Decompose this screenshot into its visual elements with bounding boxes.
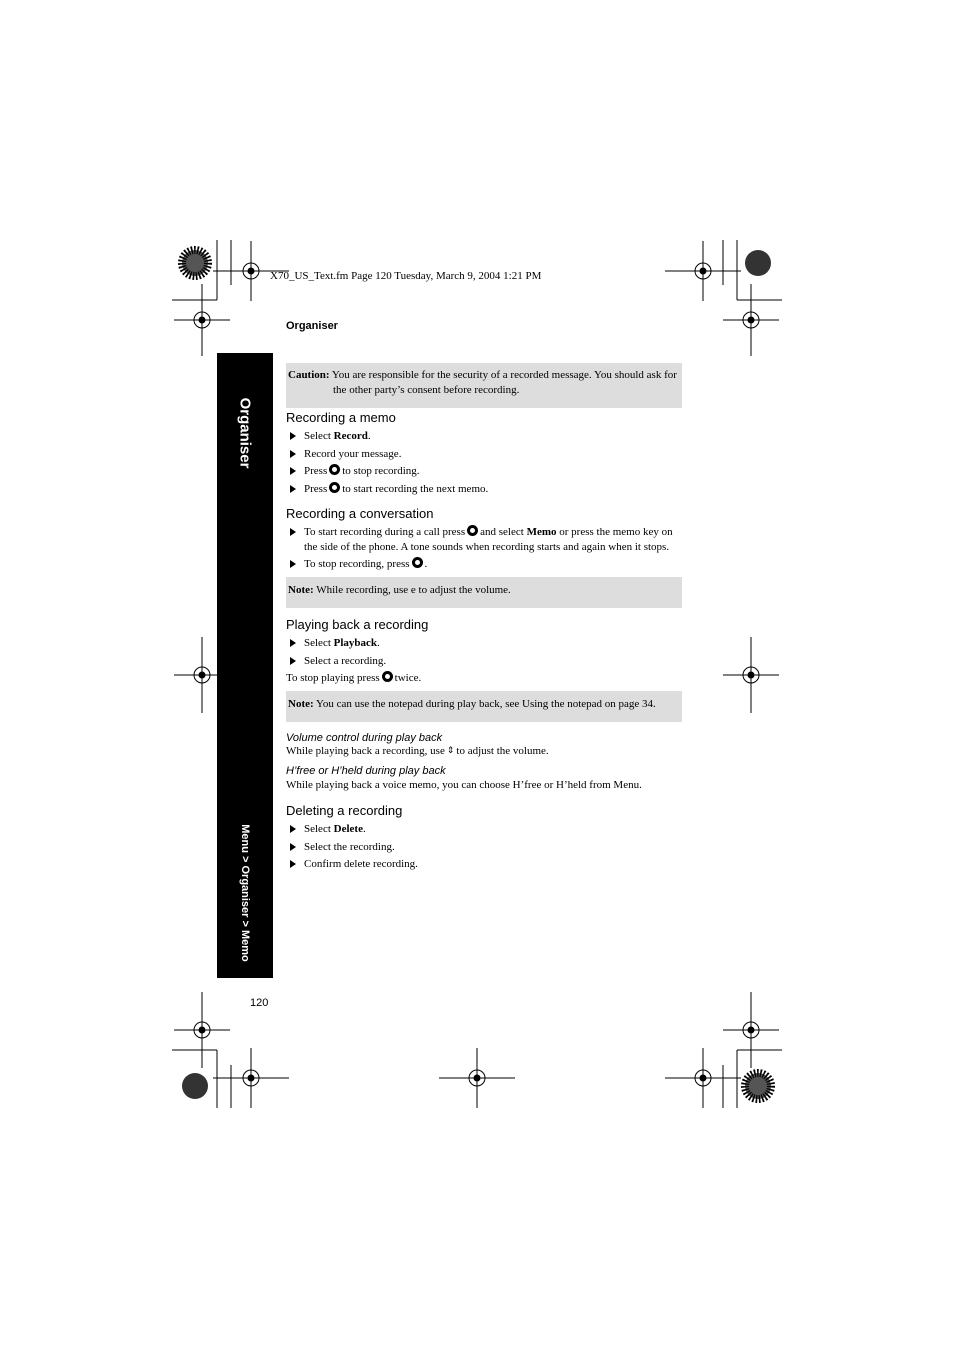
side-tab: Organiser Menu > Organiser > Memo [217,353,273,978]
triangle-bullet-icon [290,560,296,568]
caution-label: Caution: [288,369,330,381]
triangle-bullet-icon [290,467,296,475]
list-item: Select Delete. [290,822,685,837]
heading-hfree: H’free or H’held during play back [286,765,446,777]
note-box-notepad: Note: You can use the notepad during play back, see Using the notepad on page 34. [286,691,682,722]
heading-recording-conversation: Recording a conversation [286,506,434,521]
note-label: Note: [288,698,314,710]
stop-playing-text: To stop playing press twice. [286,672,422,684]
volume-key-icon: e [410,584,416,596]
select-key-icon [329,464,340,475]
list-item: To stop recording, press . [290,557,685,572]
list-item: Select Record. [290,429,685,444]
caution-box [286,363,682,408]
triangle-bullet-icon [290,432,296,440]
list-item: Select Playback. [290,636,685,651]
triangle-bullet-icon [290,657,296,665]
heading-recording-memo: Recording a memo [286,410,396,425]
triangle-bullet-icon [290,860,296,868]
list-item: Select the recording. [290,840,685,855]
caution-text-line2: the other party’s consent before recording. [333,384,520,396]
heading-deleting: Deleting a recording [286,803,403,818]
triangle-bullet-icon [290,450,296,458]
list-item: Record your message. [290,447,685,462]
up-down-key-icon: ⇕ [446,745,455,755]
triangle-bullet-icon [290,528,296,536]
list-item: Select a recording. [290,654,685,669]
triangle-bullet-icon [290,639,296,647]
triangle-bullet-icon [290,843,296,851]
note-box-recording: Note: While recording, use e to adjust the volume. [286,577,682,608]
side-tab-title: Organiser [236,397,254,469]
select-key-icon [467,525,478,536]
list-item: Press to start recording the next memo. [290,482,685,497]
list-item: To start recording during a call press and select Memo or press the memo key on the side of the phone. A tone sounds when recording starts and again when it stops. [290,525,685,555]
heading-volume-control: Volume control during play back [286,732,443,744]
running-section-title: Organiser [286,320,338,332]
volume-text: While playing back a recording, use ⇕ to adjust the volume. [286,745,549,757]
page-number: 120 [250,997,269,1009]
select-key-icon [382,671,393,682]
triangle-bullet-icon [290,825,296,833]
heading-playing-back: Playing back a recording [286,617,429,632]
file-info-header: X70_US_Text.fm Page 120 Tuesday, March 9, 2004 1:21 PM [270,270,542,282]
note-label: Note: [288,584,314,596]
list-item: Press to stop recording. [290,464,685,479]
hfree-text: While playing back a voice memo, you can choose H’free or H’held from Menu. [286,779,642,791]
list-item: Confirm delete recording. [290,857,685,872]
select-key-icon [412,557,423,568]
select-key-icon [329,482,340,493]
caution-text-line1: You are responsible for the security of a recorded message. You should ask for [331,369,677,381]
triangle-bullet-icon [290,485,296,493]
